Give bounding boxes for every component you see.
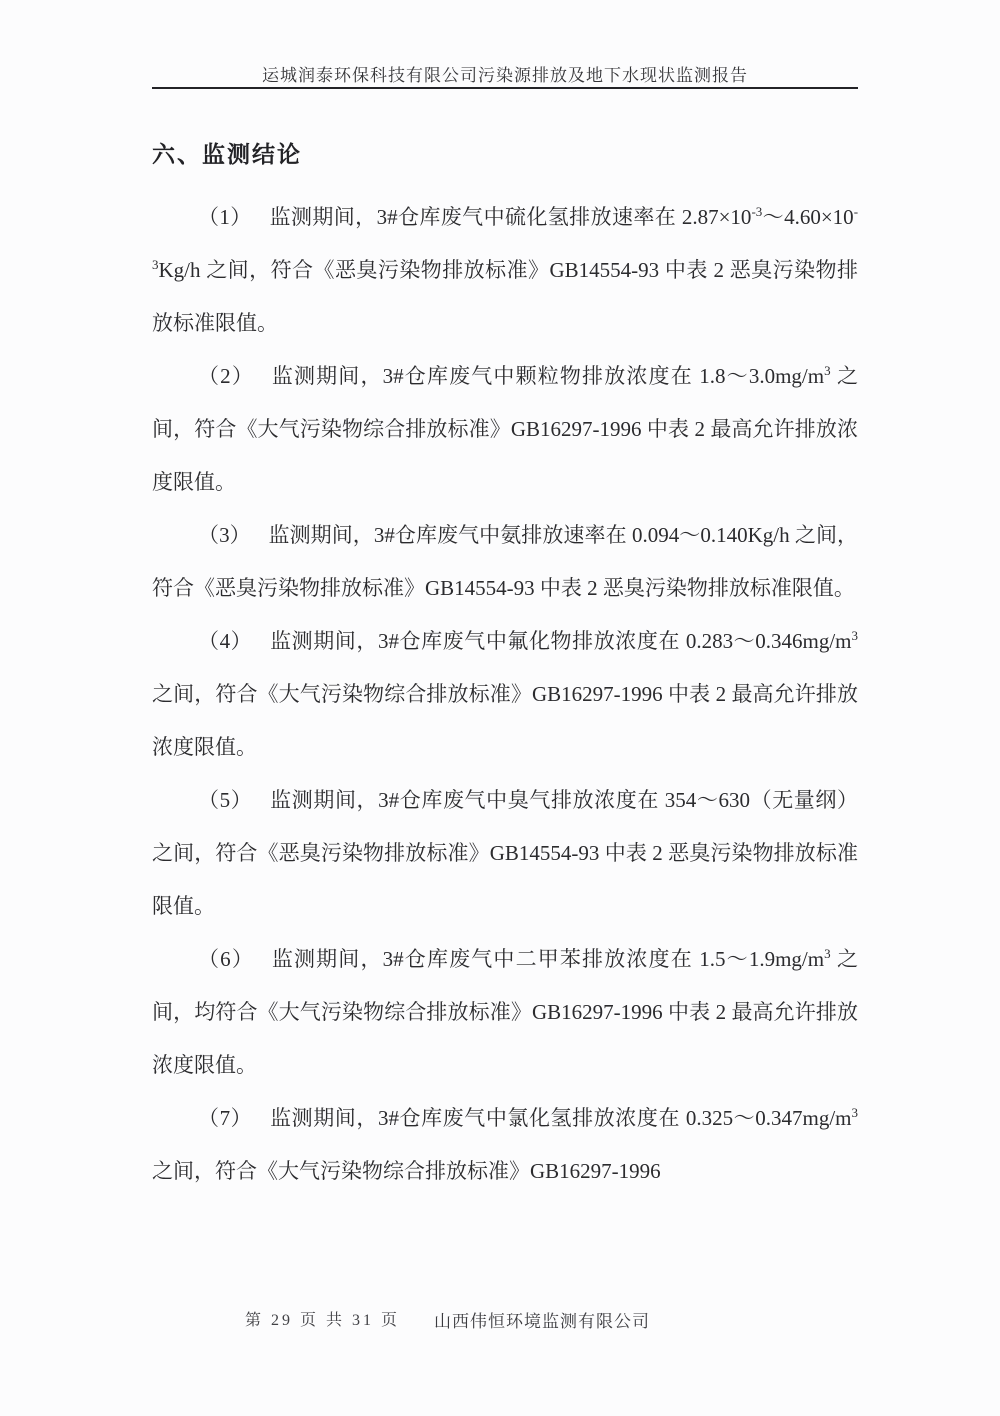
paragraph-number: （1）: [198, 205, 252, 229]
text-run: 之间，符合《大气污染物综合排放标准》GB16297-1996 中表 2 最高允许排放浓度限值。: [152, 364, 859, 494]
text-run: 监测期间，3#仓库废气中氟化物排放浓度在 0.283～0.346mg/m: [270, 629, 852, 653]
paragraph-number: （6）: [198, 947, 254, 971]
text-run: 监测期间，3#仓库废气中臭气排放浓度在 354～630（无量纲）之间，符合《恶臭污染物排放标准》GB14554-93 中表 2 恶臭污染物排放标准限值。: [152, 788, 859, 918]
paragraph-number: （2）: [198, 364, 254, 388]
footer-company-name: 山西伟恒环境监测有限公司: [434, 1312, 651, 1331]
superscript: 3: [851, 1105, 858, 1120]
superscript: 3: [824, 946, 831, 961]
page-footer: [245, 1305, 855, 1330]
section-title: 六、监测结论: [152, 142, 302, 167]
paragraph-3: [152, 509, 858, 615]
text-run: 之间，均符合《大气污染物综合排放标准》GB16297-1996 中表 2 最高允许排放浓度限值。: [152, 947, 859, 1077]
paragraph-7: [152, 1092, 858, 1198]
paragraph-number: （4）: [198, 629, 253, 653]
text-run: 之间，符合《大气污染物综合排放标准》GB16297-1996: [152, 1159, 661, 1183]
header-rule: [152, 87, 858, 89]
paragraph-4: [152, 615, 858, 774]
text-run: 监测期间，3#仓库废气中氯化氢排放浓度在 0.325～0.347mg/m: [270, 1106, 852, 1130]
paragraph-number: （7）: [198, 1106, 253, 1130]
superscript: 3: [851, 628, 858, 643]
text-run: ～4.60×10: [762, 205, 854, 229]
text-run: Kg/h 之间，符合《恶臭污染物排放标准》GB14554-93 中表 2 恶臭污染物排放标准限值。: [152, 258, 858, 335]
text-run: 监测期间，3#仓库废气中硫化氢排放速率在 2.87×10: [269, 205, 752, 229]
report-header-title: 运城润泰环保科技有限公司污染源排放及地下水现状监测报告: [262, 66, 748, 85]
paragraph-1: [152, 191, 858, 350]
document-body: [152, 191, 858, 1198]
paragraph-number: （3）: [198, 523, 251, 547]
paragraph-number: （5）: [198, 788, 253, 812]
text-run: 监测期间，3#仓库废气中颗粒物排放浓度在 1.8～3.0mg/m: [271, 364, 825, 388]
paragraph-6: [152, 933, 858, 1092]
superscript: 3: [824, 363, 831, 378]
text-run: 之间，符合《大气污染物综合排放标准》GB16297-1996 中表 2 最高允许排放浓度限值。: [152, 682, 858, 759]
paragraph-5: [152, 774, 858, 933]
text-run: 监测期间，3#仓库废气中二甲苯排放浓度在 1.5～1.9mg/m: [271, 947, 825, 971]
footer-page-info: 第 29 页 共 31 页: [245, 1312, 401, 1329]
text-run: 监测期间，3#仓库废气中氨排放速率在 0.094～0.140Kg/h 之间，符合《恶臭污染物排放标准》GB14554-93 中表 2 恶臭污染物排放标准限值。: [152, 523, 859, 600]
paragraph-2: [152, 350, 858, 509]
superscript: -3: [152, 204, 859, 272]
superscript: -3: [751, 204, 763, 219]
